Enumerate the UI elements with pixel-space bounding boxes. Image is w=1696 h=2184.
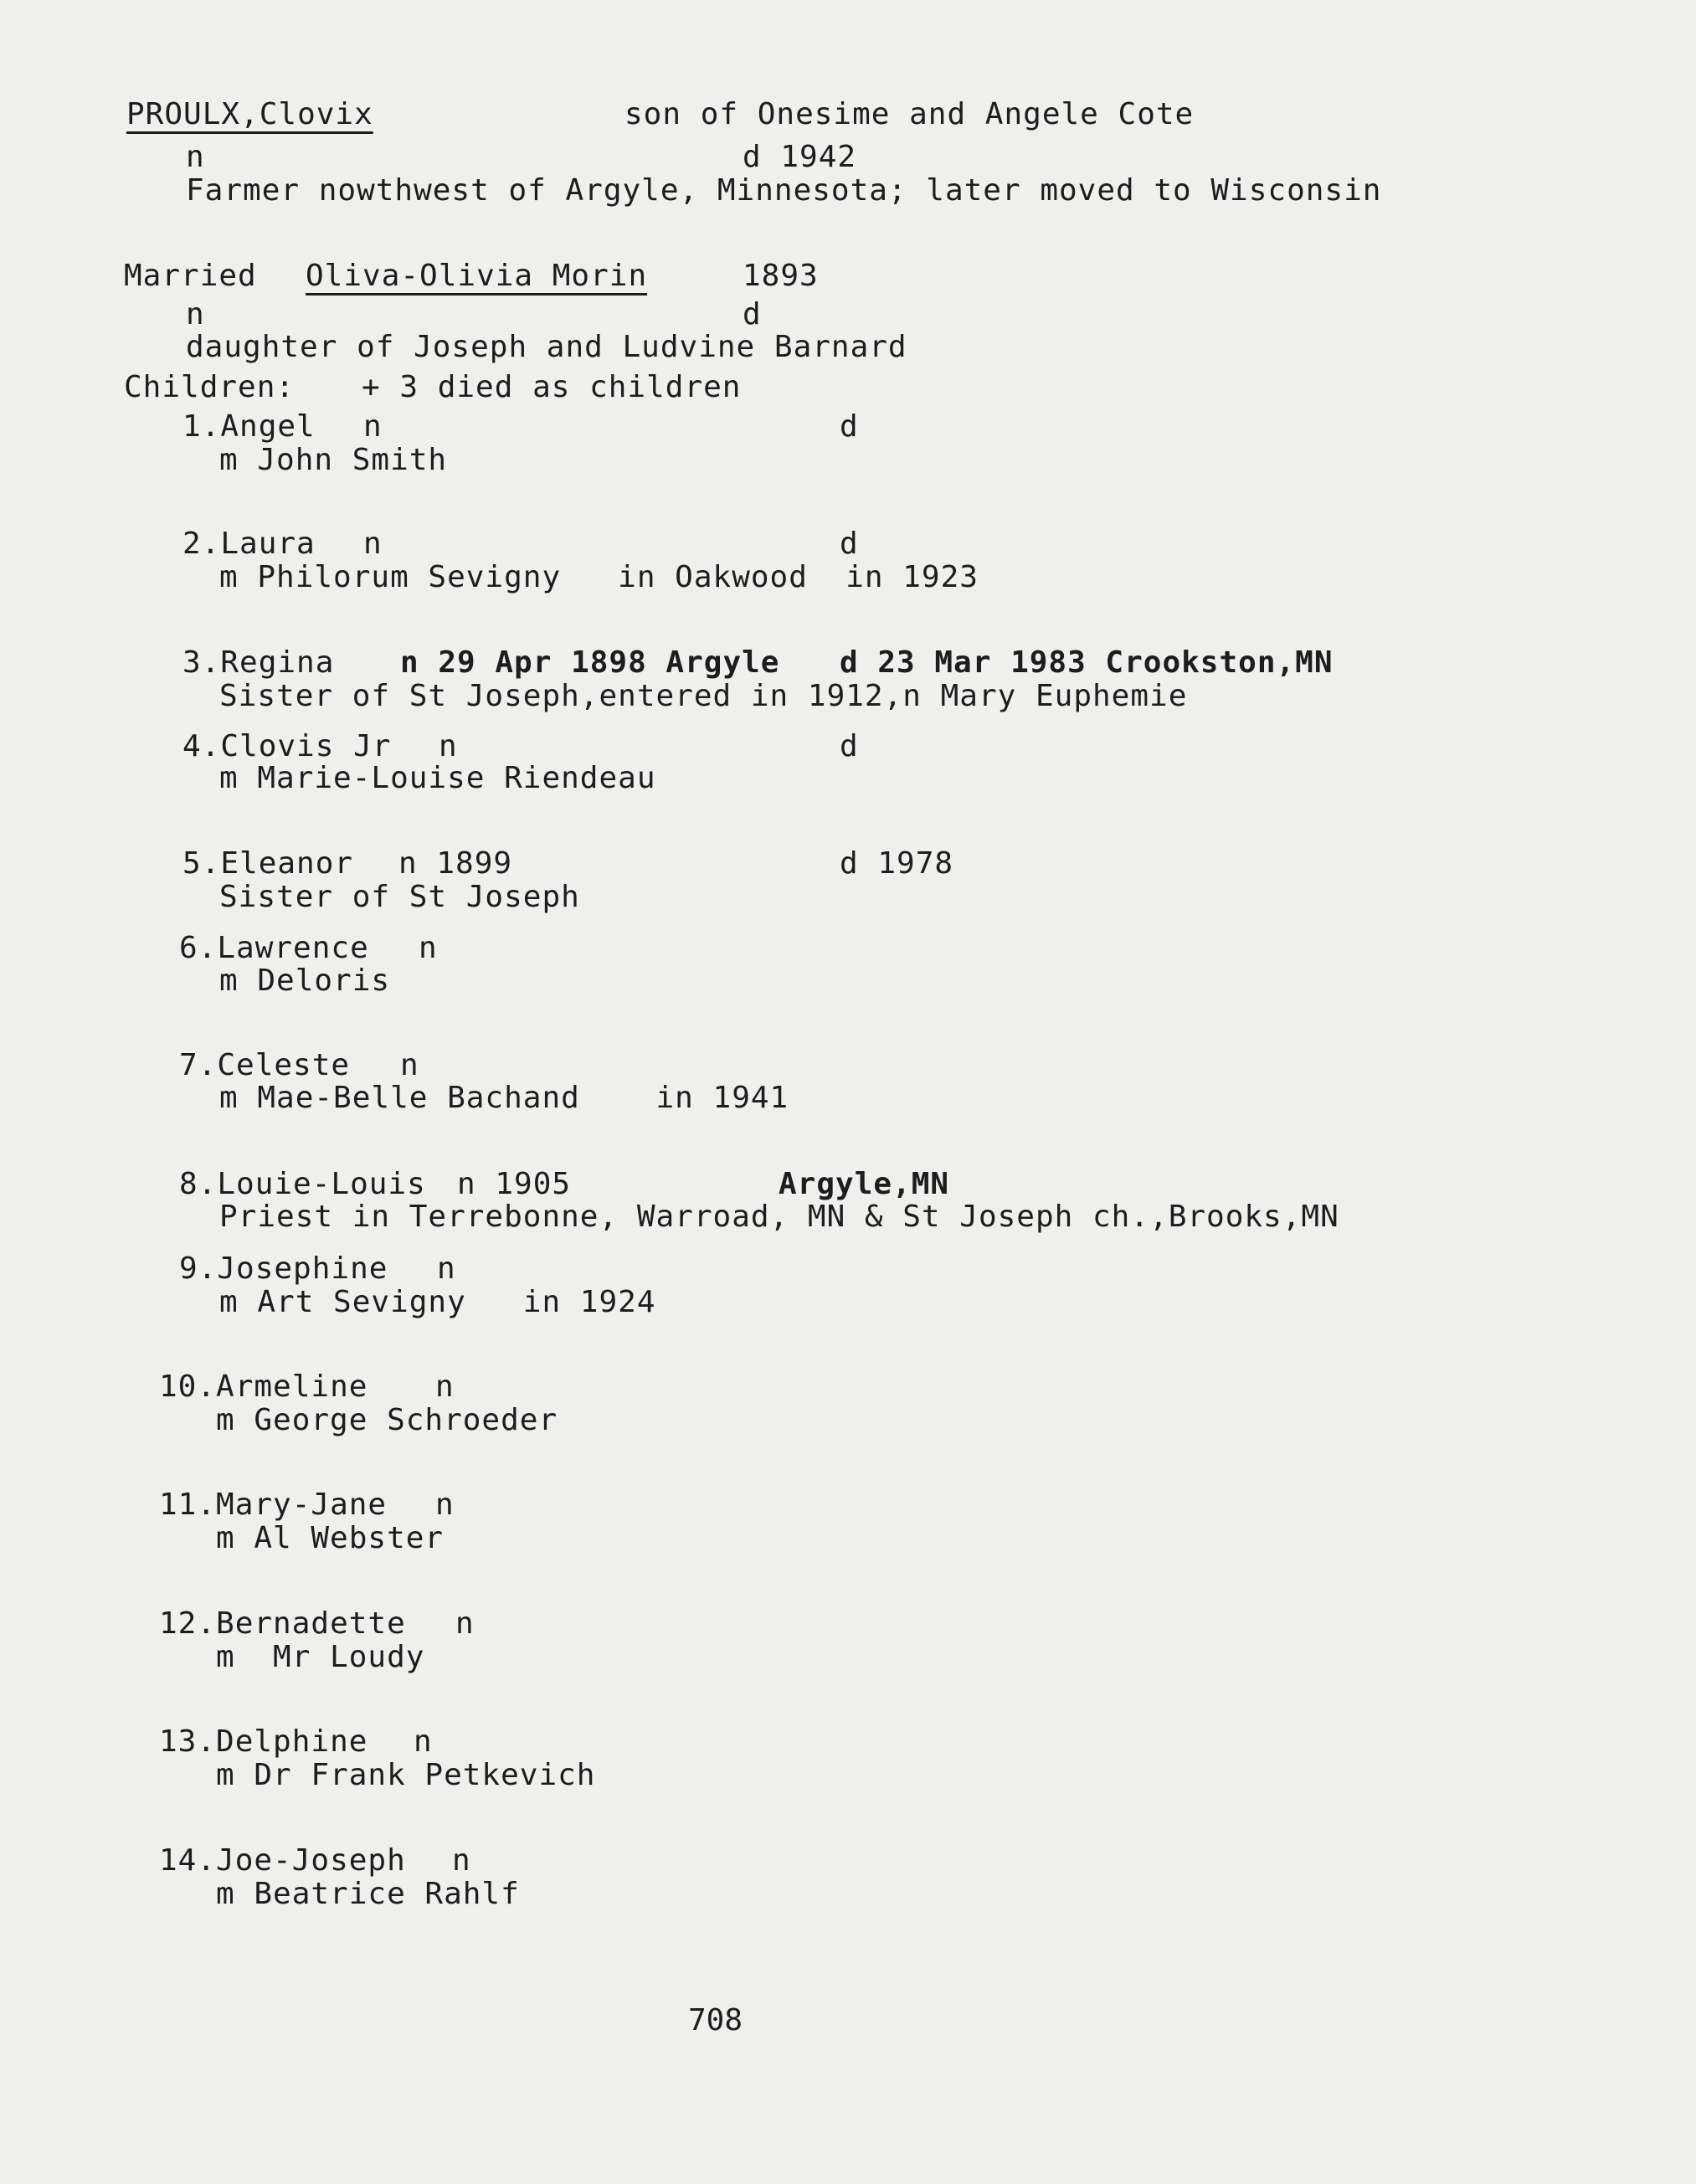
child-birth: n [363,527,383,561]
spouse-birth: n [186,297,205,331]
subject-name: PROULX,Clovix [126,97,373,131]
child-detail: Sister of St Joseph [219,880,580,914]
child-detail: Sister of St Joseph,entered in 1912,n Mary Euphemie [219,679,1188,713]
child-name: 6.Lawrence [179,931,369,965]
child-birth: n 1899 [398,846,513,881]
child-detail: m Dr Frank Petkevich [216,1758,596,1792]
child-detail: m Mr Loudy [216,1640,425,1674]
subject-occupation: Farmer nowthwest of Argyle, Minnesota; later moved to Wisconsin [186,173,1382,208]
child-birth: n [400,1048,419,1082]
child-death: d [840,409,859,444]
child-name: 13.Delphine [159,1724,368,1759]
subject-death: d 1942 [743,140,857,174]
marriage-label: Married [124,259,257,293]
child-death: d [840,729,859,763]
child-birth: n [439,729,458,763]
child-birth: n [414,1724,433,1759]
children-label: Children: [124,370,296,404]
subject-birth: n [186,140,205,174]
children-note: + 3 died as children [362,370,742,404]
child-death: d 23 Mar 1983 Crookston,MN [840,645,1334,680]
child-name: 5.Eleanor [182,846,354,881]
child-name: 9.Josephine [179,1251,388,1286]
spouse-death: d [743,297,762,331]
child-detail: m Al Webster [216,1521,445,1555]
child-birth: n 1905 [457,1167,572,1201]
child-birth: n [363,409,383,444]
marriage-year: 1893 [743,259,819,293]
spouse-parents: daughter of Joseph and Ludvine Barnard [186,330,907,364]
child-detail: m Art Sevigny in 1924 [219,1285,656,1319]
child-name: 8.Louie-Louis [179,1167,426,1201]
child-birth: n [452,1843,471,1878]
child-name: 3.Regina [182,645,335,680]
child-name: 1.Angel [182,409,316,444]
child-birth: n [435,1488,455,1522]
child-name: 4.Clovis Jr [182,729,392,763]
child-detail: m Beatrice Rahlf [216,1877,520,1911]
child-death: d 1978 [840,846,954,881]
child-name: 12.Bernadette [159,1606,406,1641]
subject-parents: son of Onesime and Angele Cote [624,97,1195,131]
child-name: 11.Mary-Jane [159,1488,388,1522]
child-birth: n [437,1251,456,1286]
child-death: d [840,527,859,561]
child-detail: m Deloris [219,964,391,998]
child-name: 10.Armeline [159,1369,368,1404]
child-name: 2.Laura [182,527,316,561]
child-detail: m John Smith [219,443,448,477]
child-detail: m George Schroeder [216,1403,558,1437]
child-birth: n [455,1606,475,1641]
child-birth: n 29 Apr 1898 Argyle [400,645,780,680]
child-detail: m Marie-Louise Riendeau [219,761,656,795]
spouse-name: Oliva-Olivia Morin [306,259,648,293]
child-detail: m Mae-Belle Bachand in 1941 [219,1081,789,1115]
child-detail: m Philorum Sevigny in Oakwood in 1923 [219,560,979,594]
child-detail: Priest in Terrebonne, Warroad, MN & St Joseph ch.,Brooks,MN [219,1200,1339,1234]
child-name: 14.Joe-Joseph [159,1843,406,1878]
child-birth: n [435,1369,455,1404]
page-number: 708 [688,2003,743,2038]
child-birth: n [419,931,438,965]
child-name: 7.Celeste [179,1048,351,1082]
child-place: Argyle,MN [779,1167,950,1201]
